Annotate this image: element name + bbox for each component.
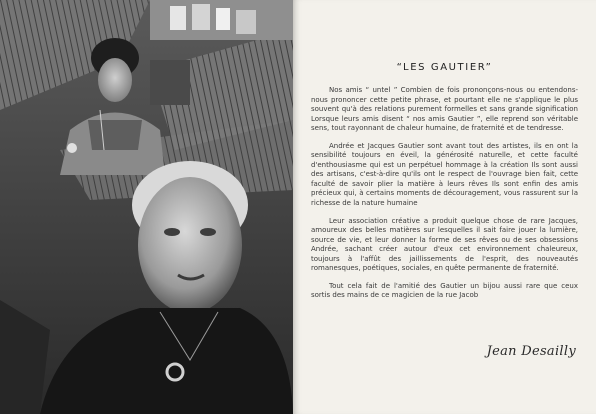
paragraph-association: Leur association créative a produit quelque chose de rare Jacques, amoureux des belles matières sur lesquelles il sait faire jouer la lumière, source de vie, et leur donner la forme de ses rêves ou de ses obsessions Andrée, sachant créer autour d'eux cet environnement chaleureux, toujours à l'affût des jaillissements de l'esprit, des nouveautés romanesques, poétiques, sociales, en quête permanente de fraternité. [311, 216, 578, 273]
paragraph-intro: Nos amis “ untel ” Combien de fois prononçons-nous ou entendons-nous prononcer cette petite phrase, et pourtant elle ne s'applique le plus souvent qu'à des relations purement formelles et sans grande signification Lorsque leurs amis disent “ nos amis Gautier ”, elle reprend son véritable sens, tout rayonnant de chaleur humaine, de fraternité et de tendresse. [311, 86, 578, 133]
page-title: “LES GAUTIER” [396, 62, 493, 73]
text-page [293, 0, 596, 414]
paragraph-artists: Andrée et Jacques Gautier sont avant tout des artistes, ils en ont la sensibilité toujours en éveil, la générosité naturelle, et cette faculté d'enthousiasme qui est un perpétuel hommage à la création Ils sont aussi des artisans, c'est-à-dire qu'ils ont le respect de l'ouvrage bien fait, cette faculté de savoir plier la matière à leurs rêves Ils sont enfin des amis précieux qui, à certains moments de découragement, vous rassurent sur la richesse de la nature humaine [311, 141, 578, 208]
author-signature: Jean Desailly [486, 344, 576, 359]
portrait-photograph [0, 0, 293, 414]
paragraph-conclusion: Tout cela fait de l'amitié des Gautier un bijou aussi rare que ceux sortis des mains de ce magicien de la rue Jacob [311, 281, 578, 300]
article-body [311, 86, 578, 309]
